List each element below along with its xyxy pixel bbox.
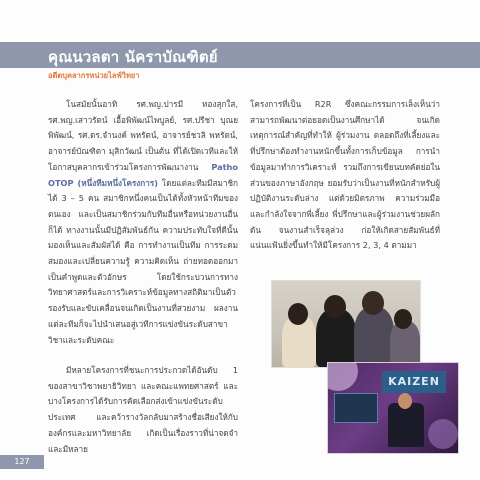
page-number: 127 xyxy=(0,455,44,469)
left-column-text xyxy=(48,97,238,348)
podium xyxy=(388,403,424,447)
left-column-second-paragraph xyxy=(48,363,238,457)
page-subtitle: อดีตบุคลากรหน่วยไลฟ์วิทยา xyxy=(48,71,140,80)
title-banner xyxy=(0,42,480,68)
intro-rest-text: โดยแต่ละทีมมีสมาชิกได้ 3 – 5 คน สมาชิกหนึ่งคนเป็นได้ทั้งหัวหน้าทีมของตนเอง และเป็นสมาชิกร่วมกับทีมอื่นหรือหน่วยงานอื่นก็ได้ ทางงานนั้นมีปฏิสัมพันธ์กัน ความประทับใจที่ดีนั้นมองเห็นและสัมผัสได้ คือ การทำงานเป็นทีม การระดมสมองและเปลี่ยนความรู้ ความคิดเห็น ถ่ายทอดออกมาเป็นคำพูดและตัวอักษร โดยใช้กระบวนการทางวิทยาศาสตร์และการวิเคราะห์ข้อมูลทางสถิติมาเป็นตัวรองรับและขับเคลื่อนจนเกิดเป็นงานที่สวยงาม ผลงานแต่ละทีมก็จะไปนำเสนอสู่เวทีการแข่งขันระดับสาขาวิชาและระดับคณะ xyxy=(48,177,239,345)
highlight-text: Patho OTOP (หนึ่งทีมหนึ่งโครงการ) xyxy=(48,161,238,188)
right-paragraph: โครงการที่เป็น R2R ซึ่งคณะกรรมการเล็งเห็นว่าสามารถพัฒนาต่อยอดเป็นงานศึกษาได้ จนเกิดเหตุการณ์สำคัญที่ทำให้ ผู้ร่วมงาน ตลอดถึงที่เลี้ยงและที่ปรึกษาต้องทำงานหนักขึ้นทั้งการเก็บข้อมูล การนำข้อมูลมาทำการวิเคราะห์ รวมถึงการเขียนบทคัดย่อในส่วนของภาษาอังกฤษ ยอมรับว่าเป็นงานที่หนักสำหรับผู้ปฏิบัติงานระดับล่าง แต่ด้วยมิตรภาพ ความร่วมมือ และกำลังใจจากพี่เลี้ยง พี่ปรึกษาและผู้ร่วมงานช่วยผลักดัน จนงานสำเร็จลุล่วง ก่อให้เกิดสายสัมพันธ์ที่แน่นแฟ้นยิ่งขึ้นทำให้มีโครงการ 2, 3, 4 ตามมา xyxy=(250,99,440,251)
intro-text: โนสมัยนั้นอาทิ รศ.พญ.ปารมี ทองสุกใส, รศ.พญ.เสาวรัตน์ เอื้อพิพัฒน์ไพบูลย์, รศ.ปรีชา บุณยพิพัฒน์, รศ.ดร.จำนงค์ พหรัตน์, อาจารย์ชวลิ พหรัตน์, อาจารย์บัณฑิตา มุสิกวัฒน์ เป็นต้น ที่ได้เปิดเวทีและให้โอกาสบุคลากรเข้าร่วมโครงการพัฒนางาน xyxy=(48,99,238,172)
stage-screen xyxy=(334,393,378,423)
right-column-text xyxy=(250,97,440,254)
page-title: คุณนวลตา นัคราบัณฑิตย์ xyxy=(48,48,218,66)
second-paragraph: มีหลายโครงการที่ชนะการประกวดได้อันดับ 1 ของสาขาวิชาพยาธิวิทยา และคณะแพทยศาสตร์ และบางโครงการได้รับการคัดเลือกส่งเข้าแข่งขันระดับประเทศ และคว้ารางวัลกลับมาสร้างชื่อเสียงให้กับองค์กรและมหาวิทยาลัย เกิดเป็นเรื่องราวที่น่าจดจำ และมีหลาย xyxy=(48,365,238,454)
group-photo xyxy=(271,280,421,368)
award-stage-photo xyxy=(327,362,459,454)
stage-sign: KAIZEN xyxy=(382,371,446,393)
